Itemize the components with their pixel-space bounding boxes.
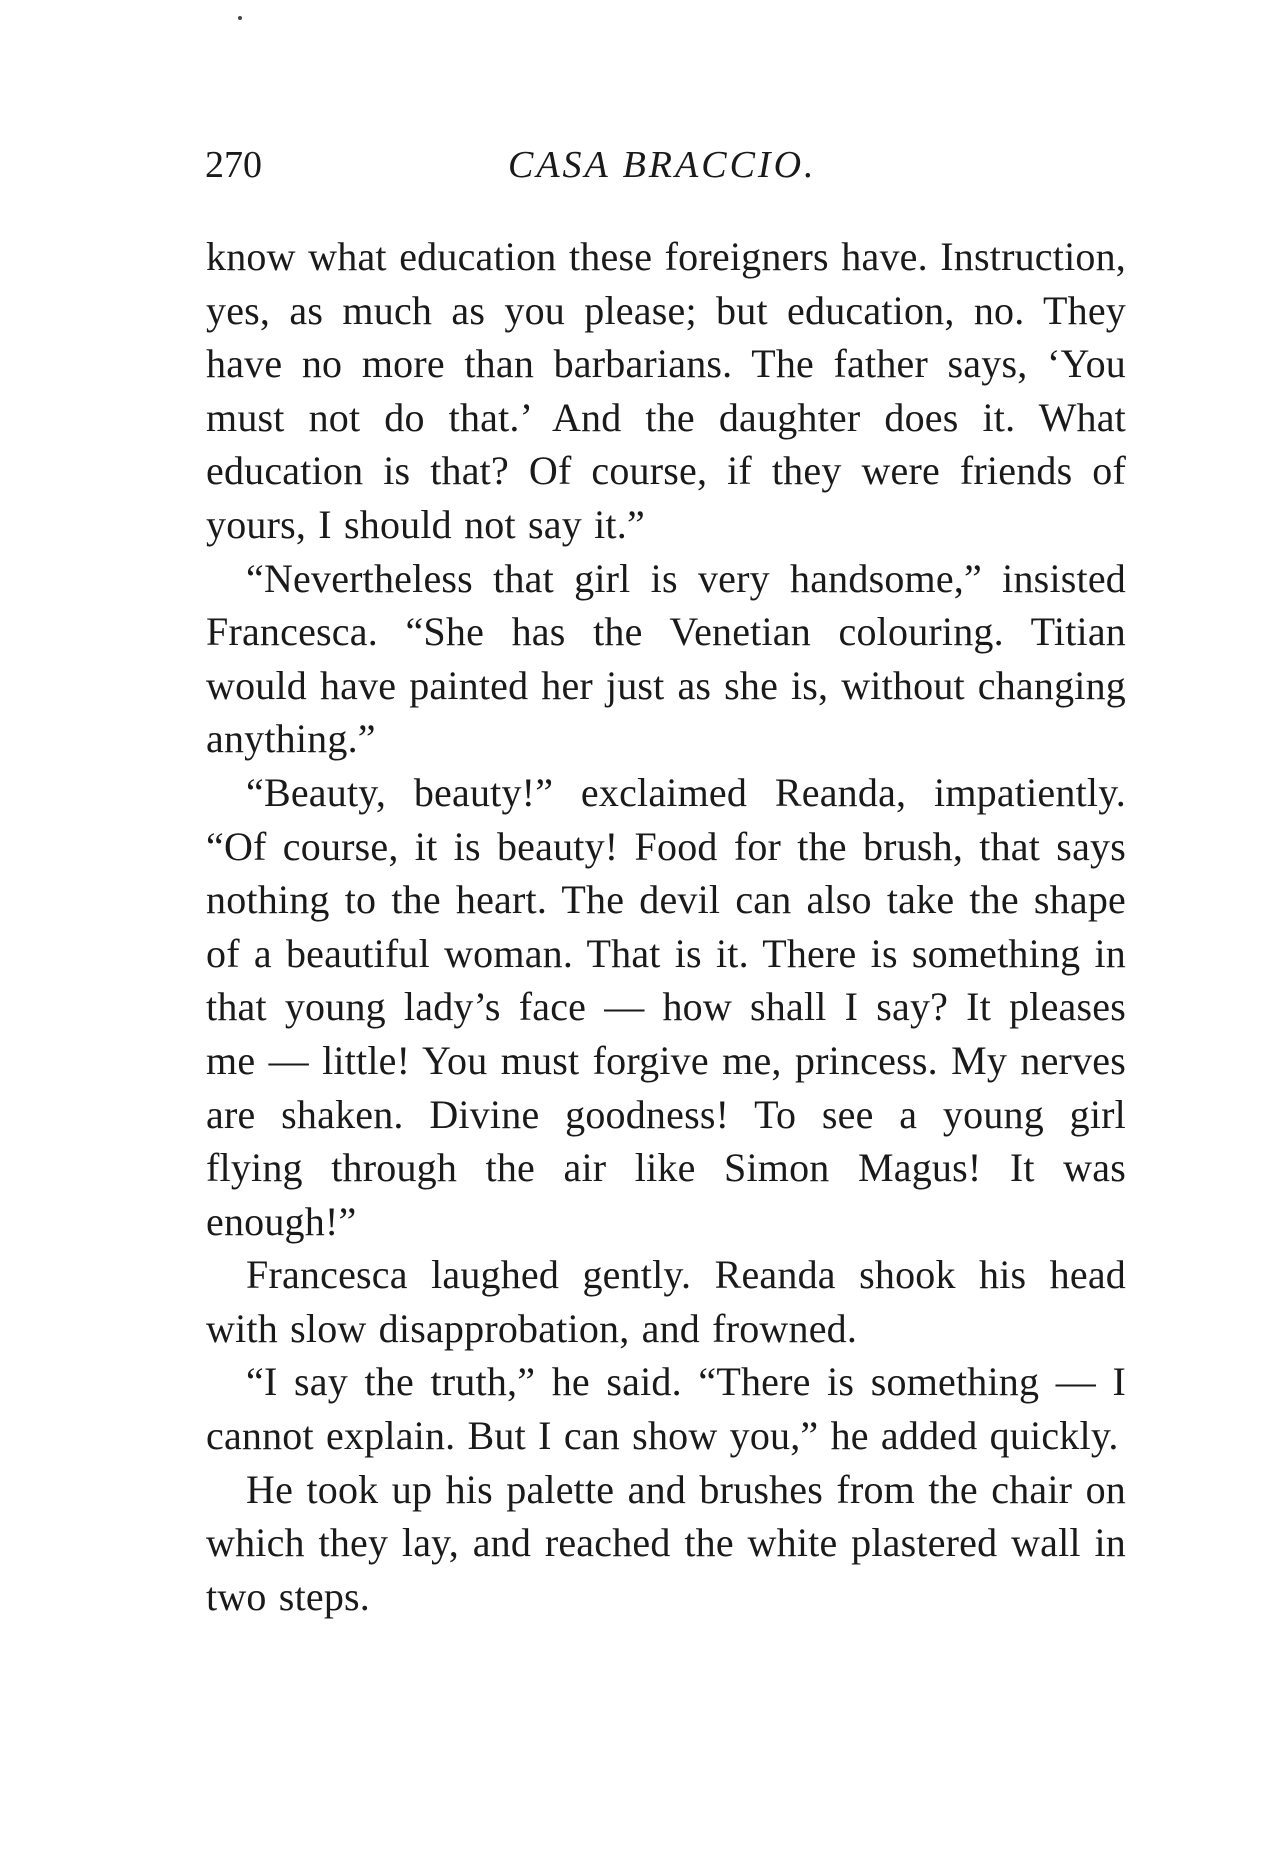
ink-speck	[238, 16, 242, 20]
running-title: CASA BRACCIO.	[508, 144, 817, 186]
body-text	[206, 230, 1126, 1623]
paragraph: “I say the truth,” he said. “There is something — I cannot explain. But I can show you,” he added quickly.	[206, 1359, 1126, 1459]
paragraph: He took up his palette and brushes from the chair on which they lay, and reached the white plastered wall in two steps.	[206, 1466, 1126, 1619]
running-head	[205, 140, 1130, 190]
page-number: 270	[205, 144, 262, 186]
paragraph: know what education these foreigners have. Instruction, yes, as much as you please; but education, no. They have no more than barbarians. The father says, ‘You must not do that.’ And the daughter does it. What education is that? Of course, if they were friends of yours, I should not say it.”	[206, 234, 1126, 547]
paragraph: “Beauty, beauty!” exclaimed Reanda, impatiently. “Of course, it is beauty! Food for the brush, that says nothing to the heart. The devil can also take the shape of a beautiful woman. That is it. There is something in that young lady’s face — how shall I say? It pleases me — little! You must forgive me, princess. My nerves are shaken. Divine goodness! To see a young girl flying through the air like Simon Magus! It was enough!”	[206, 769, 1126, 1244]
paragraph: Francesca laughed gently. Reanda shook his head with slow disapprobation, and frowned.	[206, 1252, 1126, 1351]
paragraph: “Nevertheless that girl is very handsome,” insisted Francesca. “She has the Venetian colouring. Titian would have painted her just as she is, without changing anything.”	[206, 555, 1126, 762]
